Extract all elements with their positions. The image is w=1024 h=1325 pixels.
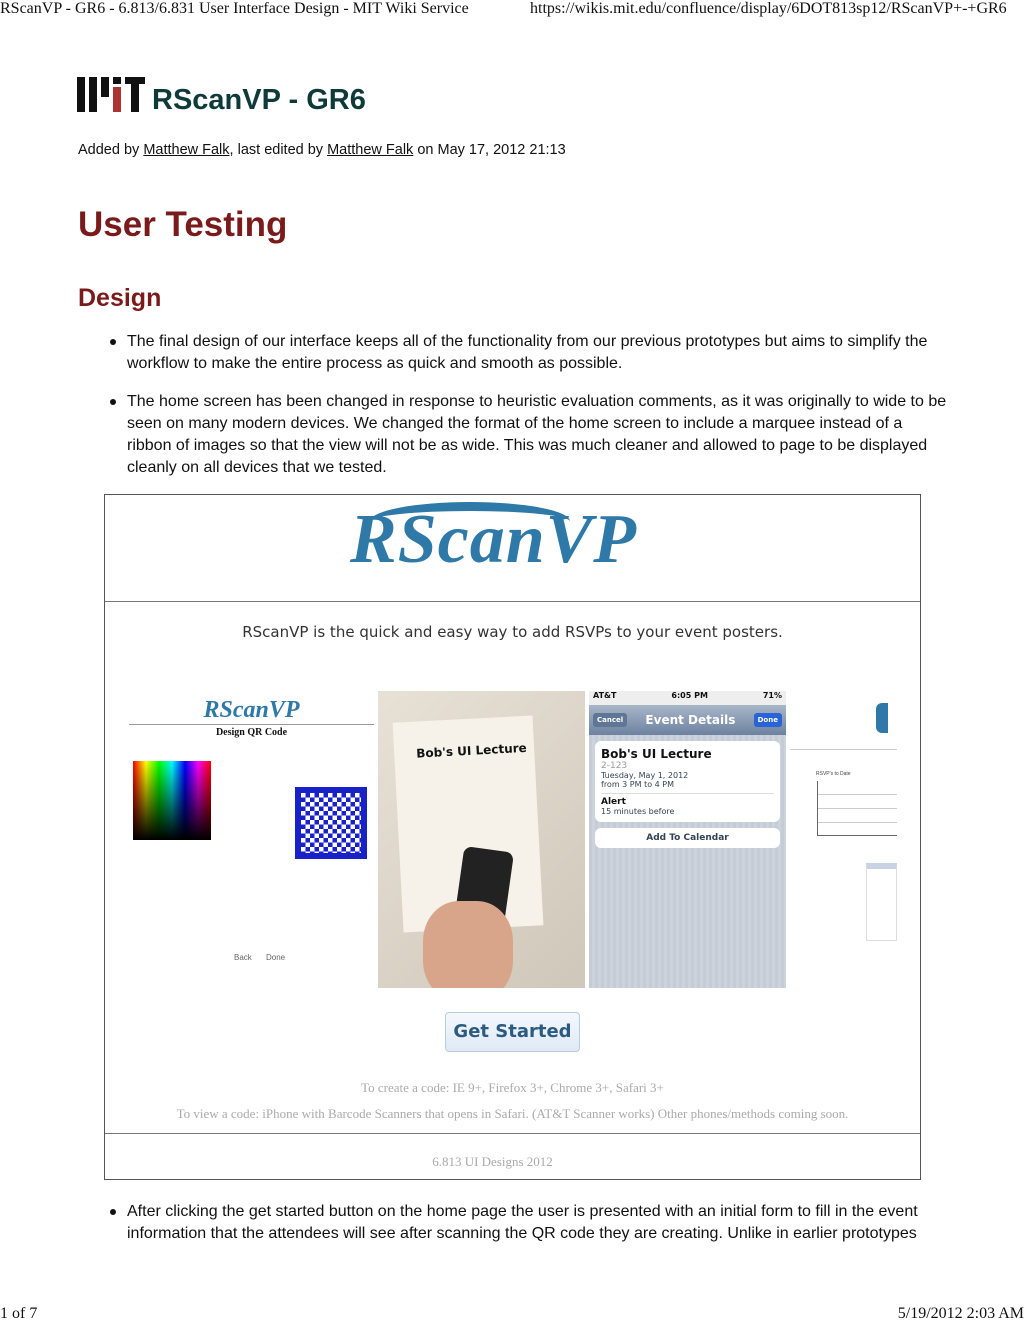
iphone-screenshot	[589, 691, 786, 988]
design-heading: Design QR Code	[215, 727, 288, 738]
divider	[105, 601, 920, 602]
event-room: 2-123	[601, 761, 628, 771]
cancel-button[interactable]: Cancel	[593, 713, 627, 727]
byline-text: , last edited by	[229, 142, 328, 158]
add-to-calendar-button[interactable]: Add To Calendar	[595, 828, 780, 848]
done-button[interactable]: Done	[266, 953, 286, 962]
color-picker[interactable]	[133, 761, 211, 840]
done-button[interactable]: Done	[754, 713, 782, 727]
event-time: from 3 PM to 4 PM	[601, 780, 774, 794]
event-card	[595, 741, 780, 822]
heading-design: Design	[78, 284, 162, 312]
print-date: 5/19/2012 2:03 AM	[897, 1305, 1024, 1322]
get-started-button[interactable]: Get Started	[445, 1012, 580, 1052]
list-item: The final design of our interface keeps all of the functionality from our previous prototypes but aims to simplify the workflow to make the entire process as quick and smooth as possible.	[127, 331, 947, 375]
byline-date: on May 17, 2012 21:13	[413, 142, 566, 158]
create-note: To create a code: IE 9+, Firefox 3+, Chrome 3+, Safari 3+	[361, 1080, 664, 1095]
alert-value: 15 minutes before	[601, 807, 675, 816]
carrier: AT&T	[593, 691, 617, 700]
homepage-screenshot	[104, 494, 921, 1180]
heading-user-testing: User Testing	[78, 205, 288, 244]
byline	[78, 142, 566, 158]
print-header-title: RScanVP - GR6 - 6.813/6.831 User Interface Design - MIT Wiki Service	[0, 0, 469, 17]
divider	[105, 1133, 920, 1134]
back-button[interactable]: Back	[234, 953, 252, 962]
rsvp-chart-screenshot	[790, 691, 897, 988]
mit-logo	[77, 77, 145, 112]
event-date: Tuesday, May 1, 2012	[601, 771, 689, 780]
design-qr-screenshot	[129, 691, 374, 988]
view-note: To view a code: iPhone with Barcode Scanners that opens in Safari. (AT&T Scanner works) Other phones/methods coming soon.	[176, 1106, 849, 1121]
chart-area	[817, 781, 897, 836]
poster-title: Bob's UI Lecture	[393, 715, 544, 932]
mini-logo: RScanVP	[203, 697, 300, 723]
list-item: The home screen has been changed in response to heuristic evaluation comments, as it was originally to wide to be seen on many modern devices. We changed the format of the home screen to include a marquee instead of a ribbon of images so that the view will not be as wide. This was much cleaner and allowed to page to be displayed cleanly on all devices that we tested.	[127, 391, 947, 479]
page-title: RScanVP - GR6	[152, 84, 366, 116]
hand	[423, 901, 513, 988]
alert-label: Alert	[601, 797, 626, 807]
list-item: After clicking the get started button on the home page the user is presented with an initial form to fill in the event information that the attendees will see after scanning the QR code they are creating. Unlike in earlier prototypes	[127, 1201, 947, 1245]
clock: 6:05 PM	[671, 691, 708, 700]
chart-title: RSVP's to Date	[816, 771, 851, 777]
page-count: 1 of 7	[0, 1305, 38, 1322]
event-name: Bob's UI Lecture	[601, 747, 712, 761]
editor-link[interactable]: Matthew Falk	[327, 142, 414, 158]
poster-photo	[378, 691, 585, 988]
nav-title: Event Details	[645, 713, 736, 727]
print-header-url: https://wikis.mit.edu/confluence/display/6DOT813sp12/RScanVP+-+GR6	[530, 0, 1007, 17]
logo-fragment	[876, 703, 888, 733]
battery: 71%	[762, 691, 782, 700]
tagline: RScanVP is the quick and easy way to add RSVPs to your event posters.	[242, 623, 783, 641]
qr-code	[295, 787, 367, 859]
figure-footer: 6.813 UI Designs 2012	[432, 1154, 553, 1169]
author-link[interactable]: Matthew Falk	[143, 142, 230, 158]
table-fragment	[866, 863, 897, 941]
rscanvp-logo: RScanVP	[350, 501, 638, 578]
byline-text: Added by	[78, 142, 144, 158]
